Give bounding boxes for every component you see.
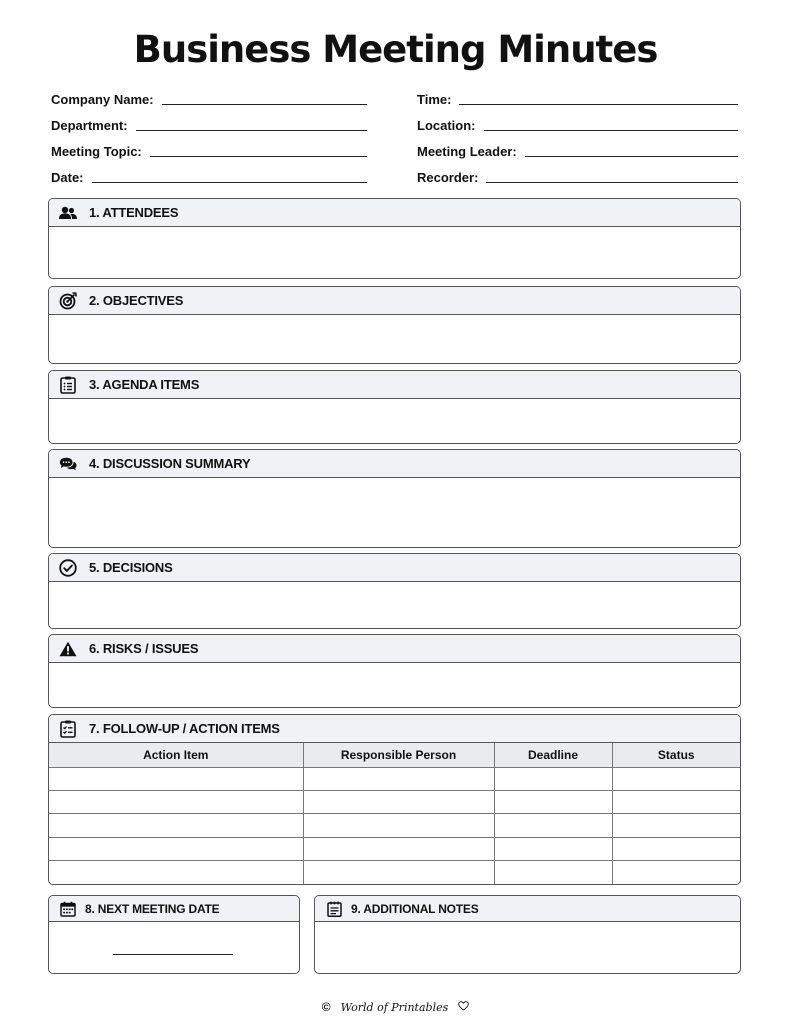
discussion-header	[49, 450, 740, 478]
table-cell[interactable]	[612, 790, 740, 813]
time-label: Time:	[417, 92, 452, 107]
meeting-topic-field[interactable]	[51, 140, 367, 160]
company-name-line[interactable]	[162, 91, 367, 105]
table-row	[49, 861, 740, 884]
table-row	[49, 790, 740, 813]
meeting-leader-field[interactable]	[417, 140, 738, 160]
table-cell[interactable]	[303, 767, 494, 790]
agenda-writing-area[interactable]	[49, 399, 740, 444]
footer-brand: World of Printables	[340, 1000, 449, 1014]
table-cell[interactable]	[612, 861, 740, 884]
decisions-section	[48, 553, 741, 629]
attendees-header	[49, 199, 740, 227]
table-cell[interactable]	[49, 814, 303, 837]
agenda-header	[49, 371, 740, 399]
next-meeting-header	[49, 896, 299, 922]
table-cell[interactable]	[303, 790, 494, 813]
meeting-topic-line[interactable]	[150, 143, 367, 157]
next-meeting-section	[48, 895, 300, 974]
table-cell[interactable]	[494, 837, 612, 860]
table-cell[interactable]	[612, 837, 740, 860]
table-cell[interactable]	[49, 790, 303, 813]
followup-header	[49, 715, 740, 743]
action-items-table	[49, 743, 740, 884]
chat-bubbles-icon	[59, 455, 77, 473]
table-cell[interactable]	[612, 767, 740, 790]
table-cell[interactable]	[49, 861, 303, 884]
notepad-icon	[325, 900, 343, 918]
attendees-title: 1. ATTENDEES	[89, 205, 179, 220]
risks-header	[49, 635, 740, 663]
followup-section	[48, 714, 741, 885]
attendees-section	[48, 198, 741, 279]
column-header-status: Status	[612, 743, 740, 767]
location-label: Location:	[417, 118, 476, 133]
check-circle-icon	[59, 559, 77, 577]
column-header-responsible-person: Responsible Person	[303, 743, 494, 767]
table-cell[interactable]	[303, 837, 494, 860]
meeting-leader-label: Meeting Leader:	[417, 144, 517, 159]
company-name-field[interactable]	[51, 88, 367, 108]
table-cell[interactable]	[612, 814, 740, 837]
table-row	[49, 814, 740, 837]
recorder-label: Recorder:	[417, 170, 479, 185]
location-field[interactable]	[417, 114, 738, 134]
calendar-icon	[59, 900, 77, 918]
objectives-title: 2. OBJECTIVES	[89, 293, 184, 308]
clipboard-check-icon	[59, 720, 77, 738]
department-line[interactable]	[136, 117, 367, 131]
agenda-title: 3. AGENDA ITEMS	[89, 377, 200, 392]
table-row	[49, 767, 740, 790]
table-cell[interactable]	[494, 767, 612, 790]
document-title: Business Meeting Minutes	[133, 28, 658, 71]
date-line[interactable]	[92, 169, 367, 183]
decisions-title: 5. DECISIONS	[89, 560, 173, 575]
people-icon	[59, 204, 77, 222]
risks-section	[48, 634, 741, 708]
risks-writing-area[interactable]	[49, 663, 740, 708]
discussion-section	[48, 449, 741, 548]
department-field[interactable]	[51, 114, 367, 134]
table-cell[interactable]	[494, 814, 612, 837]
table-cell[interactable]	[303, 814, 494, 837]
notes-section	[314, 895, 741, 974]
table-cell[interactable]	[494, 790, 612, 813]
copyright-icon: ©	[321, 1000, 331, 1014]
company-name-label: Company Name:	[51, 92, 154, 107]
followup-title: 7. FOLLOW-UP / ACTION ITEMS	[89, 721, 280, 736]
target-icon	[59, 292, 77, 310]
objectives-section	[48, 286, 741, 364]
next-meeting-title: 8. NEXT MEETING DATE	[85, 901, 220, 916]
notes-header	[315, 896, 740, 922]
clipboard-list-icon	[59, 376, 77, 394]
objectives-header	[49, 287, 740, 315]
meeting-topic-label: Meeting Topic:	[51, 144, 142, 159]
recorder-field[interactable]	[417, 166, 738, 186]
attendees-writing-area[interactable]	[49, 227, 740, 279]
table-cell[interactable]	[494, 861, 612, 884]
discussion-title: 4. DISCUSSION SUMMARY	[89, 456, 251, 471]
notes-writing-area[interactable]	[315, 922, 740, 974]
column-header-action-item: Action Item	[49, 743, 303, 767]
decisions-writing-area[interactable]	[49, 582, 740, 629]
notes-title: 9. ADDITIONAL NOTES	[351, 901, 479, 916]
risks-title: 6. RISKS / ISSUES	[89, 641, 199, 656]
meeting-leader-line[interactable]	[525, 143, 738, 157]
action-items-body	[49, 767, 740, 884]
next-meeting-date-line[interactable]	[113, 954, 233, 955]
heart-icon	[458, 998, 469, 1016]
recorder-line[interactable]	[486, 169, 738, 183]
date-field[interactable]	[51, 166, 367, 186]
warning-icon	[59, 640, 77, 658]
footer	[0, 998, 791, 1016]
objectives-writing-area[interactable]	[49, 315, 740, 364]
column-header-deadline: Deadline	[494, 743, 612, 767]
table-row	[49, 837, 740, 860]
agenda-section	[48, 370, 741, 444]
table-cell[interactable]	[49, 767, 303, 790]
next-meeting-writing-area	[49, 922, 299, 974]
date-label: Date:	[51, 170, 84, 185]
table-cell[interactable]	[49, 837, 303, 860]
time-line[interactable]	[459, 91, 738, 105]
department-label: Department:	[51, 118, 128, 133]
table-cell[interactable]	[303, 861, 494, 884]
discussion-writing-area[interactable]	[49, 478, 740, 548]
time-field[interactable]	[417, 88, 738, 108]
decisions-header	[49, 554, 740, 582]
table-header-row	[49, 743, 740, 767]
location-line[interactable]	[484, 117, 739, 131]
